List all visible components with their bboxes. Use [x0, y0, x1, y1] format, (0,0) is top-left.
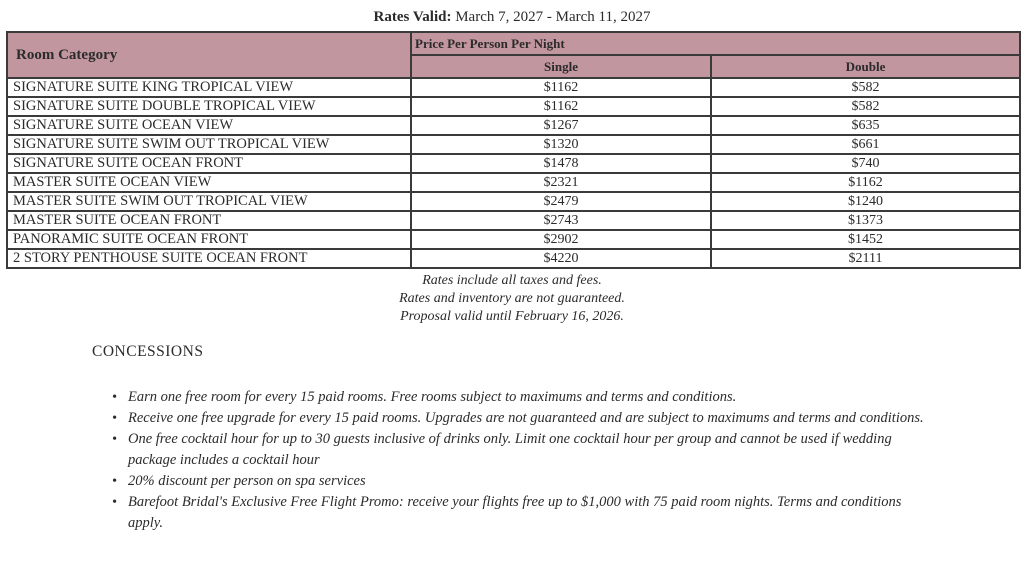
table-row: [7, 78, 1020, 97]
table-row: [7, 230, 1020, 249]
single-price-cell: $1267: [411, 116, 711, 135]
room-category-cell: SIGNATURE SUITE OCEAN VIEW: [7, 116, 411, 135]
concession-item: • One free cocktail hour for up to 30 guests inclusive of drinks only. Limit one cocktail hour per group and cannot be used if wedding package includes a cocktail hour: [112, 429, 940, 471]
room-category-cell: MASTER SUITE SWIM OUT TROPICAL VIEW: [7, 192, 411, 211]
double-price-cell: $1452: [711, 230, 1020, 249]
room-category-cell: SIGNATURE SUITE DOUBLE TROPICAL VIEW: [7, 97, 411, 116]
concessions-list: [112, 387, 940, 534]
single-column-header: Single: [411, 55, 711, 78]
single-price-cell: $2902: [411, 230, 711, 249]
rates-valid-dates: March 7, 2027 - March 11, 2027: [455, 9, 651, 25]
note-line: Rates and inventory are not guaranteed.: [399, 291, 625, 306]
room-category-cell: MASTER SUITE OCEAN VIEW: [7, 173, 411, 192]
room-category-cell: SIGNATURE SUITE SWIM OUT TROPICAL VIEW: [7, 135, 411, 154]
single-price-cell: $2321: [411, 173, 711, 192]
table-row: [7, 192, 1020, 211]
rates-valid-label: Rates Valid:: [373, 9, 452, 25]
concession-item: • Receive one free upgrade for every 15 paid rooms. Upgrades are not guaranteed and are subject to maximums and terms and conditions.: [112, 408, 940, 429]
room-category-header: Room Category: [7, 32, 411, 78]
room-category-cell: SIGNATURE SUITE OCEAN FRONT: [7, 154, 411, 173]
note-line: Proposal valid until February 16, 2026.: [400, 309, 624, 324]
double-price-cell: $582: [711, 97, 1020, 116]
concession-item: • Earn one free room for every 15 paid rooms. Free rooms subject to maximums and terms and conditions.: [112, 387, 940, 408]
note-line: Rates include all taxes and fees.: [422, 273, 602, 288]
double-price-cell: $1240: [711, 192, 1020, 211]
single-price-cell: $1162: [411, 97, 711, 116]
double-price-cell: $1162: [711, 173, 1020, 192]
double-column-header: Double: [711, 55, 1020, 78]
double-price-cell: $1373: [711, 211, 1020, 230]
single-price-cell: $4220: [411, 249, 711, 268]
table-row: [7, 154, 1020, 173]
table-row: [7, 211, 1020, 230]
concessions-heading: CONCESSIONS: [92, 343, 204, 360]
concession-item: • 20% discount per person on spa services: [112, 471, 940, 492]
rates-table: [6, 31, 1021, 269]
room-category-cell: 2 STORY PENTHOUSE SUITE OCEAN FRONT: [7, 249, 411, 268]
room-category-cell: PANORAMIC SUITE OCEAN FRONT: [7, 230, 411, 249]
double-price-cell: $2111: [711, 249, 1020, 268]
double-price-cell: $582: [711, 78, 1020, 97]
double-price-cell: $661: [711, 135, 1020, 154]
single-price-cell: $2743: [411, 211, 711, 230]
rates-table-body: [7, 78, 1020, 268]
table-row: [7, 116, 1020, 135]
table-row: [7, 135, 1020, 154]
single-price-cell: $1320: [411, 135, 711, 154]
table-row: [7, 173, 1020, 192]
room-category-cell: SIGNATURE SUITE KING TROPICAL VIEW: [7, 78, 411, 97]
double-price-cell: $635: [711, 116, 1020, 135]
rate-notes: [0, 272, 1024, 326]
table-row: [7, 249, 1020, 268]
price-per-person-header: Price Per Person Per Night: [411, 32, 1020, 55]
rates-valid-title: [0, 0, 1024, 31]
single-price-cell: $1162: [411, 78, 711, 97]
double-price-cell: $740: [711, 154, 1020, 173]
single-price-cell: $1478: [411, 154, 711, 173]
table-row: [7, 97, 1020, 116]
rates-table-header: [7, 32, 1020, 78]
concession-item: • Barefoot Bridal's Exclusive Free Flight Promo: receive your flights free up to $1,000 with 75 paid room nights. Terms and conditions apply.: [112, 492, 940, 534]
room-category-cell: MASTER SUITE OCEAN FRONT: [7, 211, 411, 230]
single-price-cell: $2479: [411, 192, 711, 211]
